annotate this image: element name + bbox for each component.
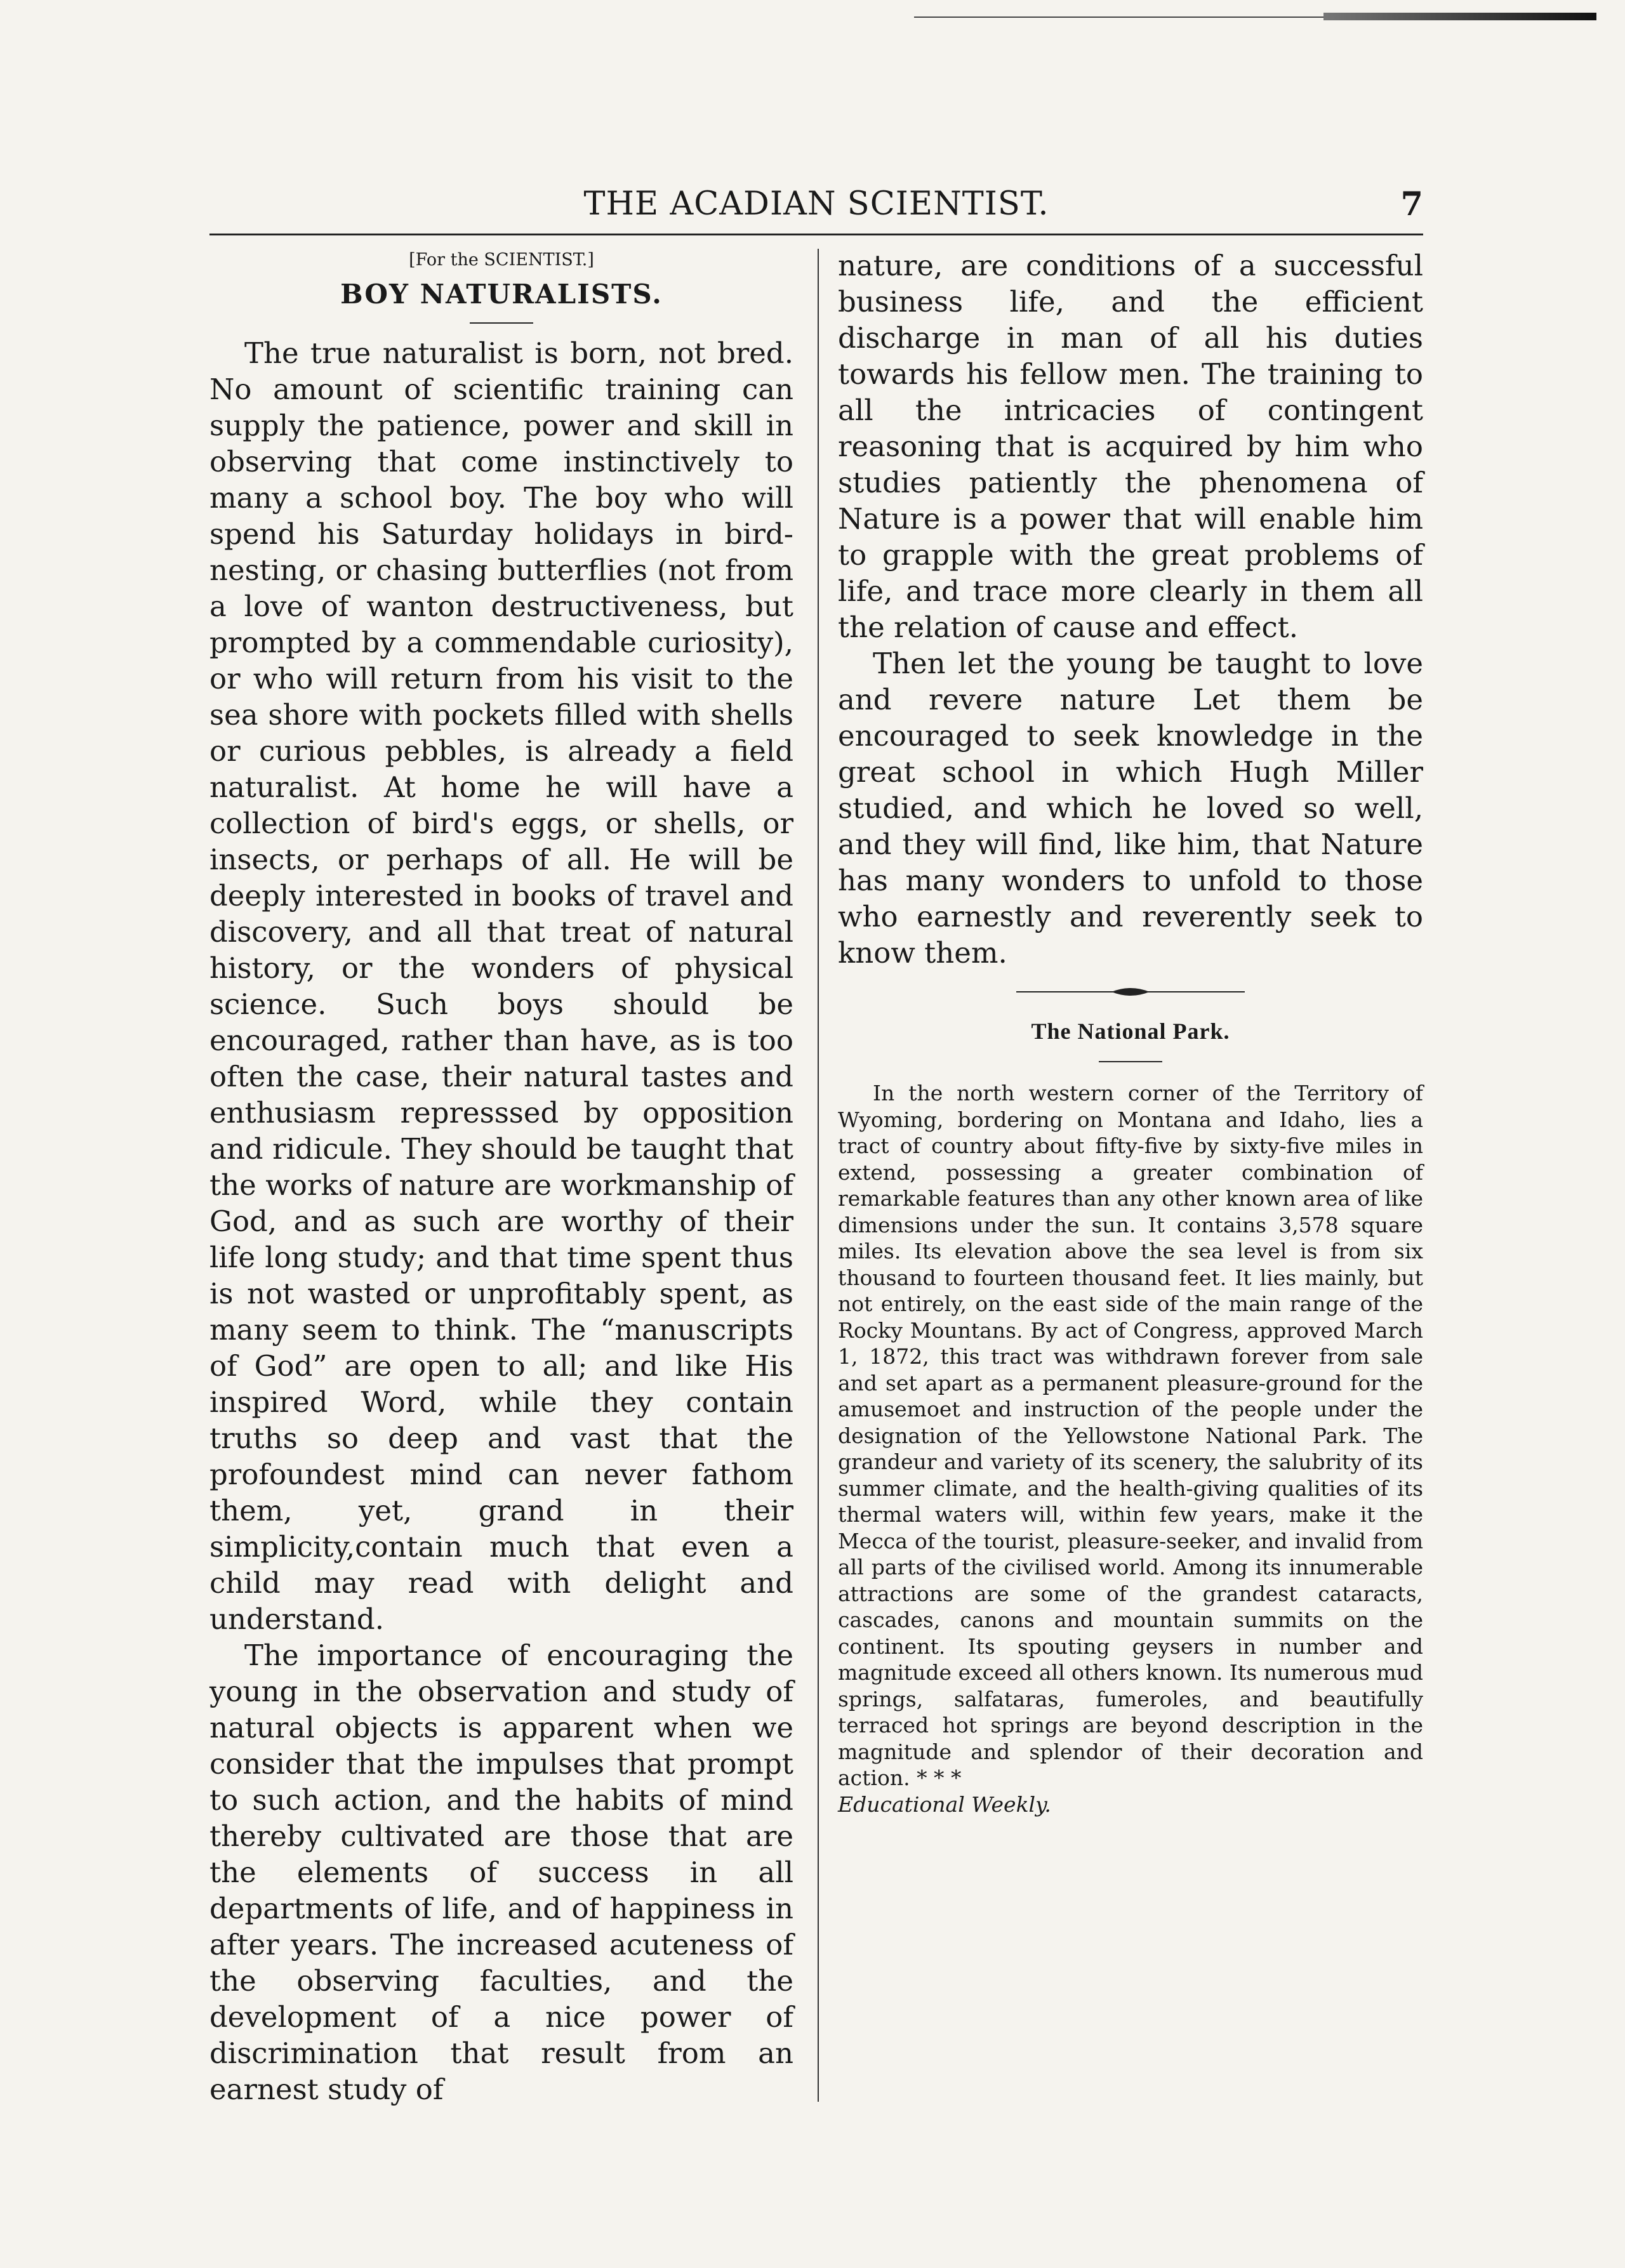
header-rule (209, 234, 1423, 235)
journal-title: THE ACADIAN SCIENTIST. (583, 185, 1049, 223)
running-head (209, 185, 1423, 236)
ornament-dash-icon (1004, 982, 1257, 1001)
section-title: The National Park. (1031, 1019, 1230, 1044)
page-number: 7 (1400, 185, 1423, 223)
article-byline: [For the SCIENTIST.] (409, 250, 594, 270)
column-divider (818, 249, 819, 2102)
top-rule-thick (1323, 13, 1596, 20)
title-rule (470, 322, 533, 324)
right-column (838, 247, 1423, 1817)
source-credit: Educational Weekly. (838, 1791, 1051, 1817)
top-rule-thin (914, 16, 1323, 18)
article-title: BOY NATURALISTS. (340, 279, 663, 310)
top-edge-rule (914, 13, 1596, 20)
paragraph-3: Then let the young be taught to love and revere nature Let them be encouraged to seek knowledge in the great school in which Hugh Miller studied, and which he loved so well, and they will find, like him, that Nature has many wonders to unfold to those who earnestly and reverently seek to know them. (838, 647, 1423, 970)
paragraph-1: The true naturalist is born, not bred. No amount of scientific training can supply the patience, power and skill in observing that come instinctively to many a school boy. The boy who will spend his Saturday holidays in bird-nesting, or chasing butterflies (not from a love of wanton destructiveness, but prompted by a commendable curiosity), or who will return from his visit to the sea shore with pockets filled with shells or curious pebbles, is already a field naturalist. At home he will have a collection of bird's eggs, or shells, or insects, or perhaps of all. He will be deeply interested in books of travel and discovery, and all that treat of natural history, or the wonders of physical science. Such boys should be encouraged, rather than have, as is too often the case, their natural tastes and enthusiasm represssed by opposition and ridicule. They should be taught that the works of nature are workmanship of God, and as such are worthy of their life long study; and that time spent thus is not wasted or unprofitably spent, as many seem to think. The “manuscripts of God” are open to all; and like His inspired Word, while they contain truths so deep and vast that the profoundest mind can never fathom them, yet, grand in their simplicity,contain much that even a child may read with delight and understand. (209, 336, 793, 1636)
section-title-rule (1099, 1061, 1162, 1062)
left-column (209, 247, 793, 2107)
section-body: In the north western corner of the Territory of Wyoming, bordering on Montana and Idaho, lies a tract of country about fifty-five by sixty-five miles in extend, possessing a greater combination of remarkable features than any other known area of like dimensions under the sun. It contains 3,578 square miles. Its elevation above the sea level is from six thousand to fourteen thousand feet. It lies mainly, but not entirely, on the east side of the main range of the Rocky Mountans. By act of Congress, approved March 1, 1872, this tract was withdrawn forever from sale and set apart as a permanent pleasure-ground for the amusemoet and instruction of the people under the designation of the Yellowstone National Park. The grandeur and variety of its scenery, the salubrity of its summer climate, and the health-giving qualities of its thermal waters will, within few years, make it the Mecca of the tourist, pleasure-seeker, and invalid from all parts of the civilised world. Among its innumerable attractions are some of the grandest cataracts, cascades, canons and mountain summits on the continent. Its spouting geysers in number and magnitude exceed all others known. Its numerous mud springs, salfataras, fumeroles, and beautifully terraced hot springs are beyond description in the magnitude and splendor of their decoration and action. * * * (838, 1081, 1423, 1790)
section-ornament (838, 982, 1423, 1001)
paragraph-2: The importance of encouraging the young in the observation and study of natural objects is apparent when we consider that the impulses that prompt to such action, and the habits of mind thereby cultivated are those that are the elements of success in all departments of life, and of happiness in after years. The increased acuteness of the observing faculties, and the development of a nice power of discrimination that result from an earnest study of (209, 1638, 793, 2106)
paragraph-2-continued: nature, are conditions of a successful business life, and the efficient discharge in man of all his duties towards his fellow men. The training to all the intricacies of contingent reasoning that is acquired by him who studies patiently the phenomena of Nature is a power that will enable him to grapple with the great problems of life, and trace more clearly in them all the relation of cause and effect. (838, 249, 1423, 644)
